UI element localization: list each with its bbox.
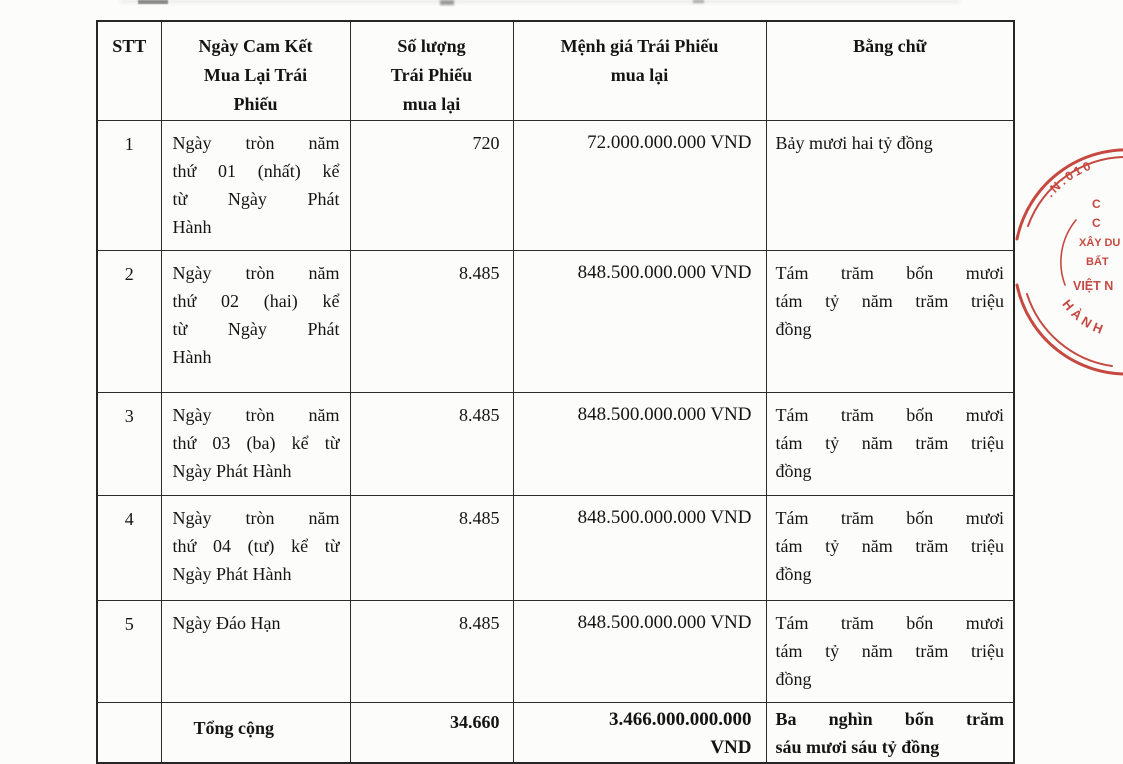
cell-quantity: 8.485 [350,251,513,393]
cell-quantity: 8.485 [350,496,513,601]
header-cell-quantity: Số lượng Trái Phiếu mua lại [350,21,513,121]
seal-ring-text-bottom: HÀNH [1059,296,1109,339]
cell-total-label: Tổng cộng [161,703,350,764]
cell-stt: 3 [97,393,161,496]
cell-commitment-date: Ngày tròn năm thứ 01 (nhất) kể từ Ngày Phát Hành [161,121,350,251]
cell-in-words: Bảy mươi hai tỷ đồng [766,121,1014,251]
cell-face-value: 848.500.000.000 VND [513,393,766,496]
cell-stt: 1 [97,121,161,251]
scan-artifact [138,0,168,4]
cell-face-value: 848.500.000.000 VND [513,251,766,393]
cell-commitment-date: Ngày tròn năm thứ 02 (hai) kể từ Ngày Phát Hành [161,251,350,393]
table-total-row [97,703,1014,764]
cell-empty [97,703,161,764]
cell-quantity: 8.485 [350,393,513,496]
cell-face-value: 848.500.000.000 VND [513,601,766,703]
seal-center-line: C [1092,197,1101,211]
seal-outer-ring-top-arc [1017,150,1123,239]
seal-center-line: VIỆT N [1073,279,1114,293]
cell-total-quantity: 34.660 [350,703,513,764]
header-cell-stt: STT [97,21,161,121]
table-row [97,251,1014,393]
header-cell-face-value: Mệnh giá Trái Phiếu mua lại [513,21,766,121]
seal-center-line: C [1092,216,1101,230]
cell-total-face-value: 3.466.000.000.000 VND [513,703,766,764]
seal-inner-ring-arc [1061,220,1076,285]
table-row [97,601,1014,703]
cell-stt: 2 [97,251,161,393]
scan-artifact [693,0,704,3]
seal-ring-text-top: .N:010 [1042,158,1095,200]
cell-total-in-words: Ba nghìn bốn trăm sáu mươi sáu tỷ đồng [766,703,1014,764]
seal-center-line: BẤT [1086,256,1109,268]
cell-in-words: Tám trăm bốn mươi tám tỷ năm trăm triệu đồng [766,601,1014,703]
table-row [97,393,1014,496]
company-seal-stamp [1010,140,1123,390]
scan-artifact [440,0,454,5]
bond-repurchase-table [96,20,1015,764]
scan-artifact [120,0,960,3]
table-row [97,121,1014,251]
table-row [97,496,1014,601]
header-cell-commitment-date: Ngày Cam Kết Mua Lại Trái Phiếu [161,21,350,121]
cell-in-words: Tám trăm bốn mươi tám tỷ năm trăm triệu đồng [766,251,1014,393]
cell-stt: 4 [97,496,161,601]
cell-commitment-date: Ngày tròn năm thứ 04 (tư) kể từ Ngày Phát Hành [161,496,350,601]
cell-stt: 5 [97,601,161,703]
cell-in-words: Tám trăm bốn mươi tám tỷ năm trăm triệu đồng [766,393,1014,496]
cell-face-value: 848.500.000.000 VND [513,496,766,601]
seal-center-line: XÂY DU [1079,237,1121,249]
cell-in-words: Tám trăm bốn mươi tám tỷ năm trăm triệu đồng [766,496,1014,601]
header-cell-in-words: Bằng chữ [766,21,1014,121]
cell-commitment-date: Ngày Đáo Hạn [161,601,350,703]
table-header-row [97,21,1014,121]
cell-quantity: 720 [350,121,513,251]
cell-commitment-date: Ngày tròn năm thứ 03 (ba) kể từ Ngày Phát Hành [161,393,350,496]
cell-quantity: 8.485 [350,601,513,703]
cell-face-value: 72.000.000.000 VND [513,121,766,251]
